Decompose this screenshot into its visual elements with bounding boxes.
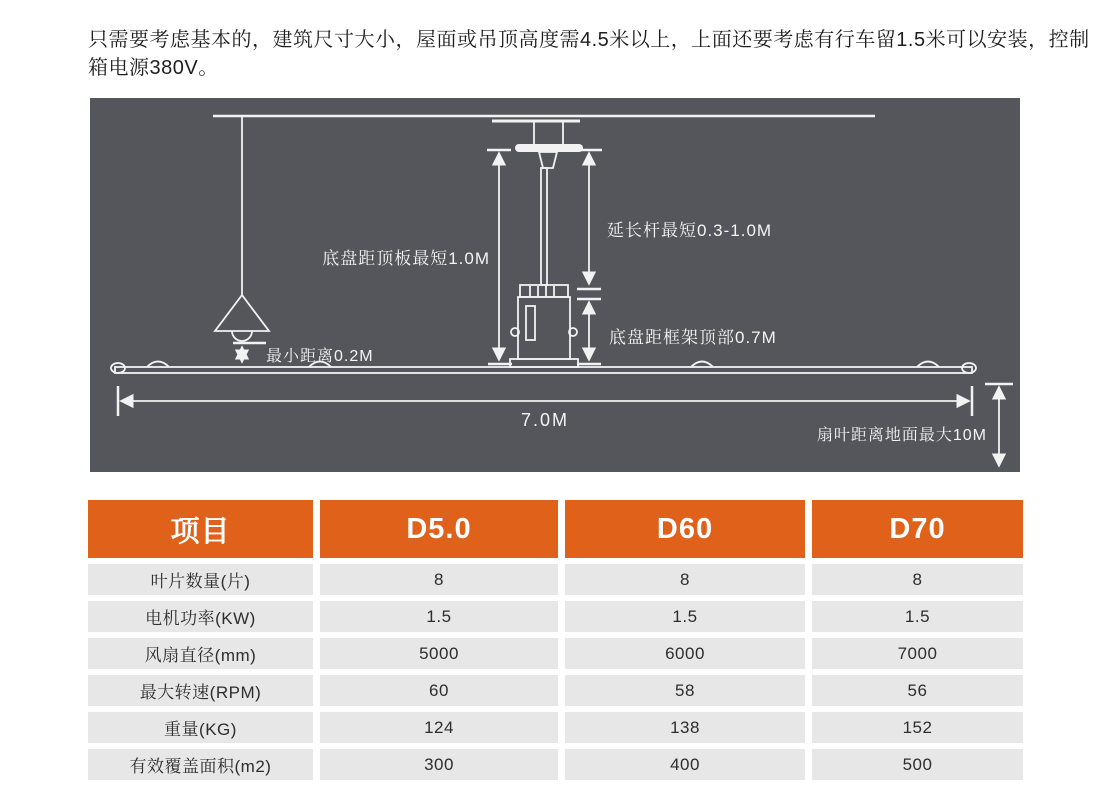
label-extension-rod: 延长杆最短0.3-1.0M — [607, 221, 773, 240]
table-row — [88, 675, 1024, 706]
hanging-lamp — [215, 116, 269, 343]
mount-bracket — [492, 121, 583, 168]
table-row — [88, 564, 1024, 595]
column-header-d60: D60 — [565, 500, 805, 558]
table-cell: 7000 — [812, 638, 1023, 669]
table-cell: 500 — [812, 749, 1023, 780]
label-blade-to-ground: 扇叶距离地面最大10M — [816, 427, 987, 444]
table-cell: 1.5 — [812, 601, 1023, 632]
table-cell: 400 — [565, 749, 805, 780]
motor-unit — [510, 285, 578, 367]
row-label: 叶片数量(片) — [88, 564, 313, 595]
label-min-distance: 最小距离0.2M — [266, 348, 374, 365]
table-cell: 8 — [812, 564, 1023, 595]
table-cell: 124 — [320, 712, 558, 743]
row-label: 有效覆盖面积(m2) — [88, 749, 313, 780]
dim-blade-to-ground — [985, 384, 1013, 466]
drop-rod — [541, 168, 547, 285]
table-row — [88, 712, 1024, 743]
table-cell: 300 — [320, 749, 558, 780]
spec-table — [88, 500, 1024, 780]
table-cell: 58 — [565, 675, 805, 706]
table-cell: 6000 — [565, 638, 805, 669]
column-header-d50: D5.0 — [320, 500, 558, 558]
table-cell: 152 — [812, 712, 1023, 743]
row-label: 电机功率(KW) — [88, 601, 313, 632]
table-row — [88, 601, 1024, 632]
table-cell: 1.5 — [565, 601, 805, 632]
spec-table-header — [88, 500, 1024, 558]
column-header-d70: D70 — [812, 500, 1023, 558]
fan-installation-diagram — [90, 98, 1020, 472]
table-cell: 8 — [565, 564, 805, 595]
table-cell: 1.5 — [320, 601, 558, 632]
fan-blade — [111, 362, 976, 374]
dim-chassis-to-ceiling — [487, 150, 512, 364]
table-cell: 60 — [320, 675, 558, 706]
row-label: 最大转速(RPM) — [88, 675, 313, 706]
table-cell: 5000 — [320, 638, 558, 669]
table-row — [88, 638, 1024, 669]
label-chassis-to-frame: 底盘距框架顶部0.7M — [609, 328, 777, 347]
table-cell: 8 — [320, 564, 558, 595]
table-cell: 138 — [565, 712, 805, 743]
row-label: 重量(KG) — [88, 712, 313, 743]
label-chassis-to-ceiling: 底盘距顶板最短1.0M — [322, 249, 490, 268]
column-header-item: 项目 — [88, 500, 313, 558]
dim-extension-rod — [576, 150, 602, 364]
row-label: 风扇直径(mm) — [88, 638, 313, 669]
label-span-7m: 7.0M — [520, 410, 570, 430]
table-cell: 56 — [812, 675, 1023, 706]
intro-text: 只需要考虑基本的，建筑尺寸大小，屋面或吊顶高度需4.5米以上，上面还要考虑有行车留1.5米可以安装，控制箱电源380V。 — [88, 29, 1090, 79]
table-row — [88, 749, 1024, 780]
